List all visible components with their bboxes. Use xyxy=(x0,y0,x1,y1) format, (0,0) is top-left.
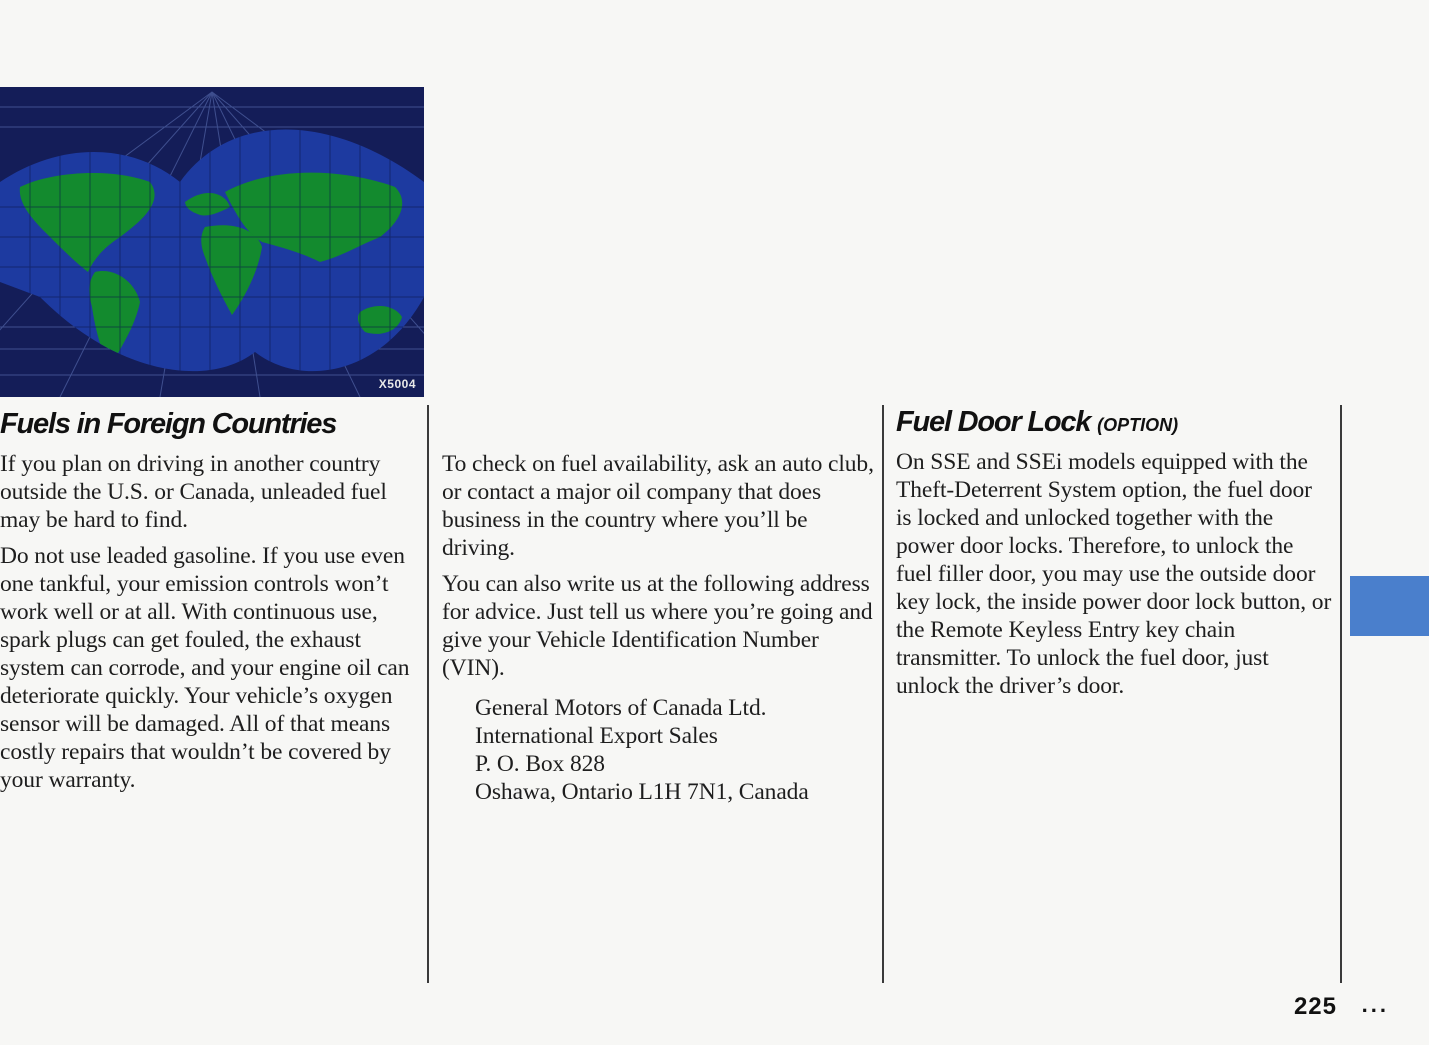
column-1-body xyxy=(0,450,420,802)
column-2-body xyxy=(442,450,874,806)
option-note: (OPTION) xyxy=(1097,415,1179,435)
section-heading xyxy=(896,406,1178,439)
section-heading: Fuels in Foreign Countries xyxy=(0,408,337,440)
column-divider xyxy=(1340,405,1342,983)
world-map-graphic xyxy=(0,87,424,397)
section-fuel-door-heading xyxy=(896,406,1178,439)
paragraph: You can also write us at the following address for advice. Just tell us where you’re going and give your Vehicle Identification Number (VIN). xyxy=(442,571,873,681)
paragraph: Do not use leaded gasoline. If you use even one tankful, your emission controls won’t work well or at all. With continuous use, spark plugs can get fouled, the exhaust system can corrode, and your engine oil can deteriorate quickly. Your vehicle’s oxygen sensor will be damaged. All of that means costly repairs that wouldn’t be covered by your warranty. xyxy=(0,543,410,793)
heading-text: Fuel Door Lock xyxy=(896,406,1091,438)
section-fuels-foreign-heading xyxy=(0,408,336,441)
paragraph: On SSE and SSEi models equipped with the Theft-Deterrent System option, the fuel door is locked and unlocked together with the power door locks. Therefore, to unlock the fuel filler door, you may use the outside door key lock, the inside power door lock button, or the Remote Keyless Entry key chain transmitter. To unlock the fuel door, just unlock the driver’s door. xyxy=(896,449,1332,699)
column-3-body xyxy=(896,448,1332,708)
address-line: P. O. Box 828 xyxy=(475,751,605,777)
address-line: Oshawa, Ontario L1H 7N1, Canada xyxy=(475,779,809,805)
figure-label: X5004 xyxy=(378,377,416,391)
section-tab xyxy=(1350,576,1429,636)
continuation-dots: ... xyxy=(1361,992,1389,1017)
column-divider xyxy=(427,405,429,983)
address-line: International Export Sales xyxy=(475,723,718,749)
page-number: 225 xyxy=(1293,993,1337,1020)
world-map-illustration xyxy=(0,87,424,397)
address-line: General Motors of Canada Ltd. xyxy=(475,695,767,721)
paragraph: If you plan on driving in another country outside the U.S. or Canada, unleaded fuel may be hard to find. xyxy=(0,451,387,533)
paragraph: To check on fuel availability, ask an auto club, or contact a major oil company that does business in the country where you’ll be driving. xyxy=(442,451,874,561)
column-divider xyxy=(882,405,884,983)
mailing-address xyxy=(475,694,874,806)
